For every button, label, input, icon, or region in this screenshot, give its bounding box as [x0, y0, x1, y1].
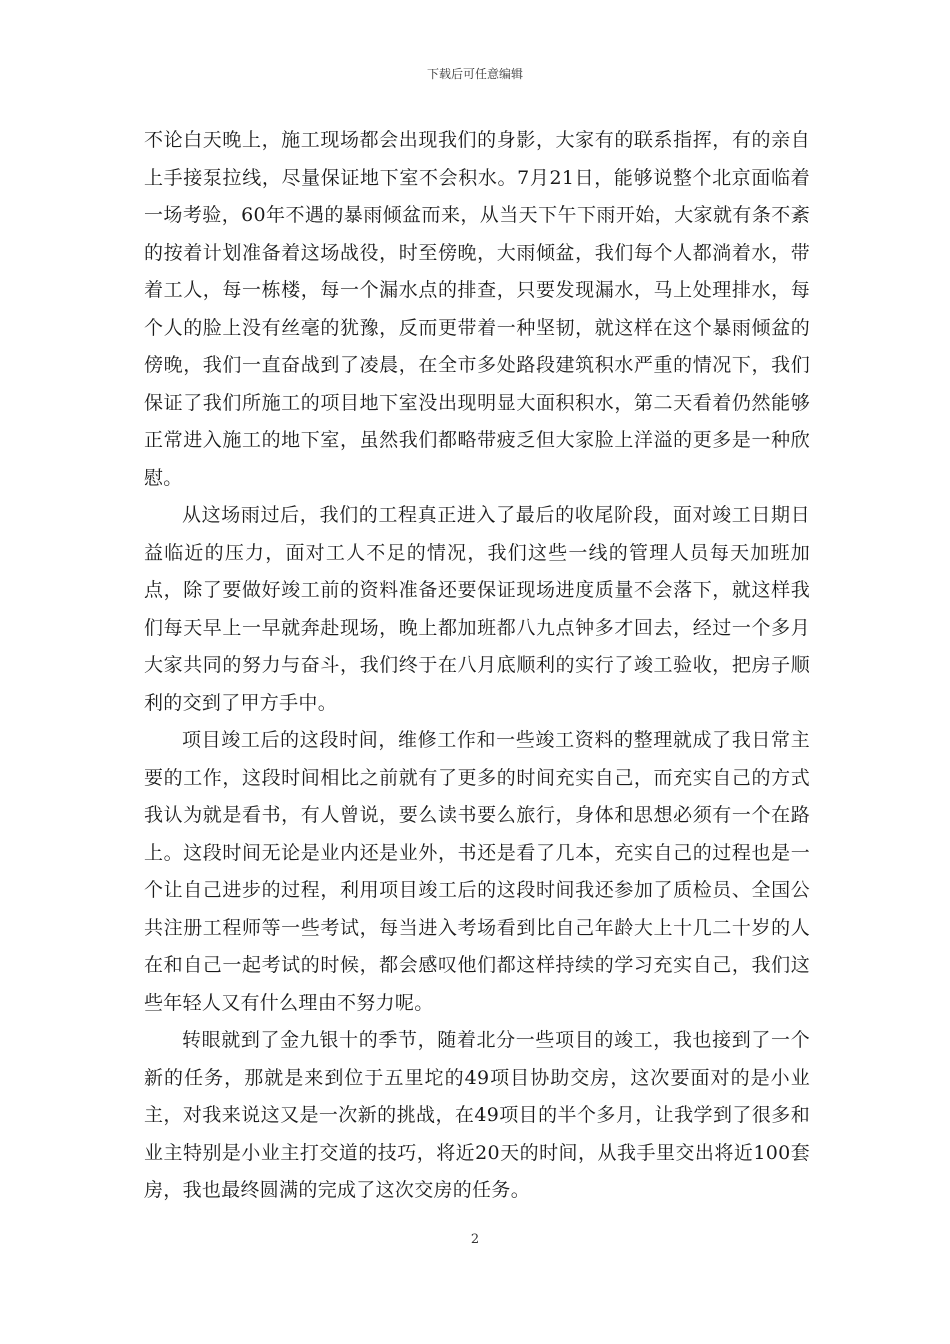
paragraph: 不论白天晚上，施工现场都会出现我们的身影，大家有的联系指挥，有的亲自上手接泵拉线，尽量保证地下室不会积水。7月21日，能够说整个北京面临着一场考验，60年不遇的暴雨倾盆而来，从当天下午下雨开始，大家就有条不紊的按着计划准备着这场战役，时至傍晚，大雨倾盆，我们每个人都淌着水，带着工人，每一栋楼，每一个漏水点的排查，只要发现漏水，马上处理排水，每个人的脸上没有丝毫的犹豫，反而更带着一种坚韧，就这样在这个暴雨倾盆的傍晚，我们一直奋战到了凌晨，在全市多处路段建筑积水严重的情况下，我们保证了我们所施工的项目地下室没出现明显大面积积水，第二天看着仍然能够正常进入施工的地下室，虽然我们都略带疲乏但大家脸上洋溢的更多是一种欣慰。	[144, 129, 810, 489]
paragraph: 从这场雨过后，我们的工程真正进入了最后的收尾阶段，面对竣工日期日益临近的压力，面对工人不足的情况，我们这些一线的管理人员每天加班加点，除了要做好竣工前的资料准备还要保证现场进度质量不会落下，就这样我们每天早上一早就奔赴现场，晚上都加班都八九点钟多才回去，经过一个多月大家共同的努力与奋斗，我们终于在八月底顺利的实行了竣工验收，把房子顺利的交到了甲方手中。	[144, 504, 810, 714]
paragraph: 项目竣工后的这段时间，维修工作和一些竣工资料的整理就成了我日常主要的工作，这段时间相比之前就有了更多的时间充实自己，而充实自己的方式我认为就是看书，有人曾说，要么读书要么旅行，身体和思想必须有一个在路上。这段时间无论是业内还是业外，书还是看了几本，充实自己的过程也是一个让自己进步的过程，利用项目竣工后的这段时间我还参加了质检员、全国公共注册工程师等一些考试，每当进入考场看到比自己年龄大上十几二十岁的人在和自己一起考试的时候，都会感叹他们都这样持续的学习充实自己，我们这些年轻人又有什么理由不努力呢。	[144, 729, 810, 1014]
paragraph: 转眼就到了金九银十的季节，随着北分一些项目的竣工，我也接到了一个新的任务，那就是来到位于五里坨的49项目协助交房，这次要面对的是小业主，对我来说这又是一次新的挑战，在49项目的半个多月，让我学到了很多和业主特别是小业主打交道的技巧，将近20天的时间，从我手里交出将近100套房，我也最终圆满的完成了这次交房的任务。	[144, 1029, 810, 1201]
page-header: 下载后可任意编辑	[426, 67, 523, 81]
page-number: 2	[470, 1232, 480, 1247]
document-body	[144, 122, 810, 1210]
